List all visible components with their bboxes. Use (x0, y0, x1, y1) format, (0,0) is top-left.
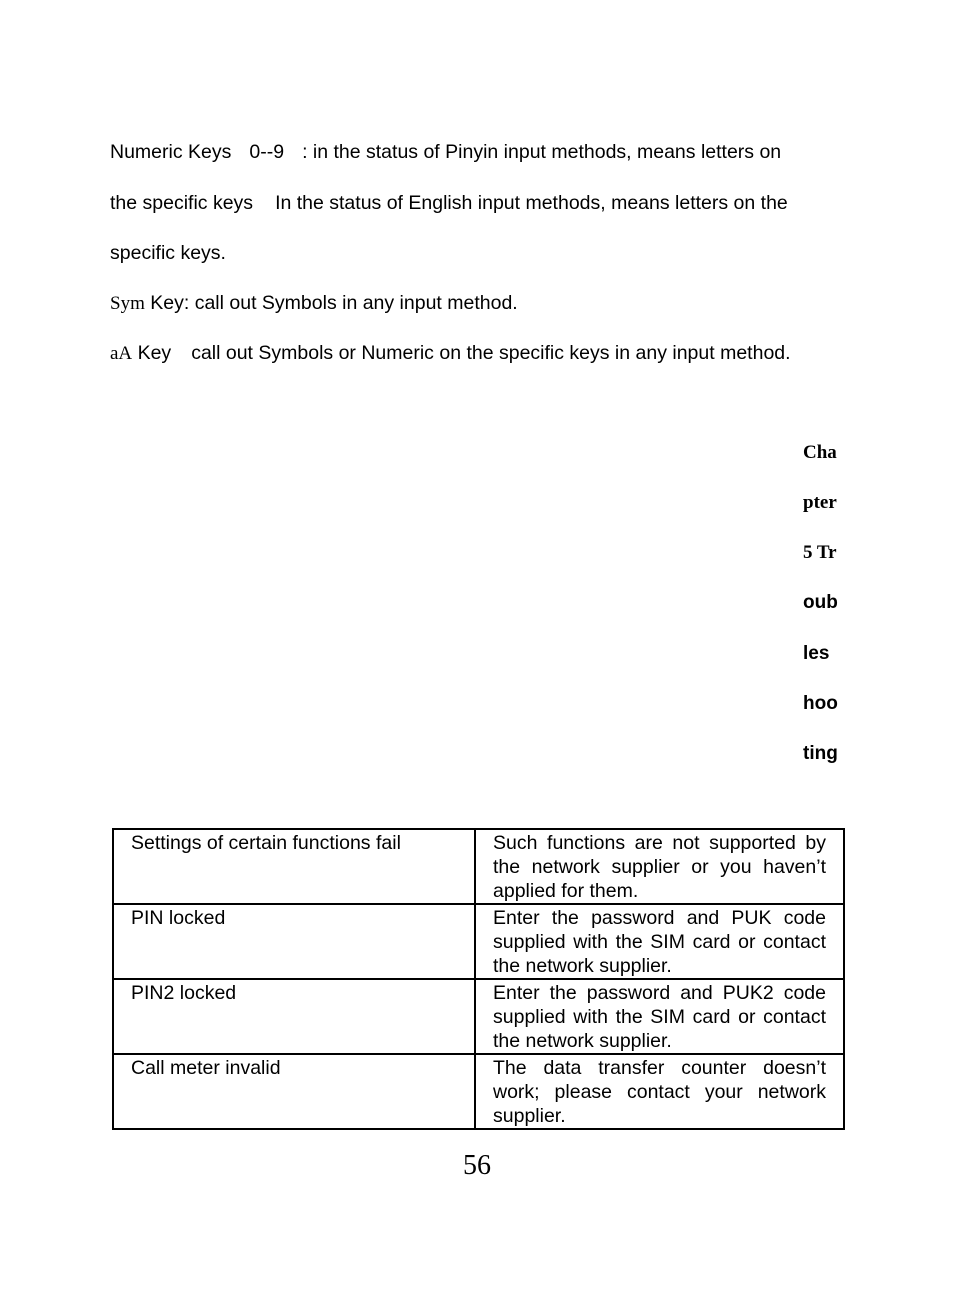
table-row (113, 904, 844, 979)
table-row (113, 979, 844, 1054)
chapter-heading-part-4: oub (803, 592, 838, 613)
aa-key-word: Key (132, 342, 172, 364)
solution-cell: Enter the password and PUK code supplied with the SIM card or contact the network supplier. (475, 904, 844, 979)
chapter-heading-part-6: hoo (803, 693, 838, 714)
numeric-keys-line-2a: the specific keys (110, 192, 254, 214)
chapter-heading-part-1: Cha (803, 442, 837, 463)
solution-cell: Enter the password and PUK2 code supplied with the SIM card or contact the network supplier. (475, 979, 844, 1054)
solution-cell: The data transfer counter doesn’t work; please contact your network supplier. (475, 1054, 844, 1129)
aa-key-label: aA (110, 343, 133, 364)
aa-key-text: call out Symbols or Numeric on the specific keys in any input method. (191, 342, 791, 364)
chapter-heading-part-7: ting (803, 743, 838, 764)
numeric-keys-line-2b: In the status of English input methods, means letters on the (275, 192, 788, 214)
problem-cell: PIN2 locked (113, 979, 475, 1054)
chapter-heading-part-3: 5 Tr (803, 542, 837, 563)
problem-cell: Call meter invalid (113, 1054, 475, 1129)
numeric-keys-line-3: specific keys. (110, 242, 226, 264)
numeric-keys-label: Numeric Keys (110, 141, 232, 163)
table-row (113, 829, 844, 904)
numeric-keys-line-2 (110, 191, 846, 215)
chapter-heading-part-2: pter (803, 492, 837, 513)
troubleshooting-table (112, 828, 845, 1130)
sym-key-line (110, 291, 846, 316)
chapter-heading-part-5: les (803, 643, 830, 664)
sym-key-label: Sym (110, 293, 145, 314)
problem-cell: Settings of certain functions fail (113, 829, 475, 904)
numeric-keys-range: 0--9 (249, 141, 285, 163)
problem-cell: PIN locked (113, 904, 475, 979)
table-row (113, 1054, 844, 1129)
sym-key-text: Key: call out Symbols in any input method. (144, 292, 518, 314)
aa-key-line (110, 341, 846, 366)
numeric-keys-text: : in the status of Pinyin input methods, means letters on (302, 141, 782, 163)
page-number: 56 (463, 1150, 491, 1181)
numeric-keys-line-1 (110, 140, 846, 164)
solution-cell: Such functions are not supported by the network supplier or you haven’t applied for them. (475, 829, 844, 904)
